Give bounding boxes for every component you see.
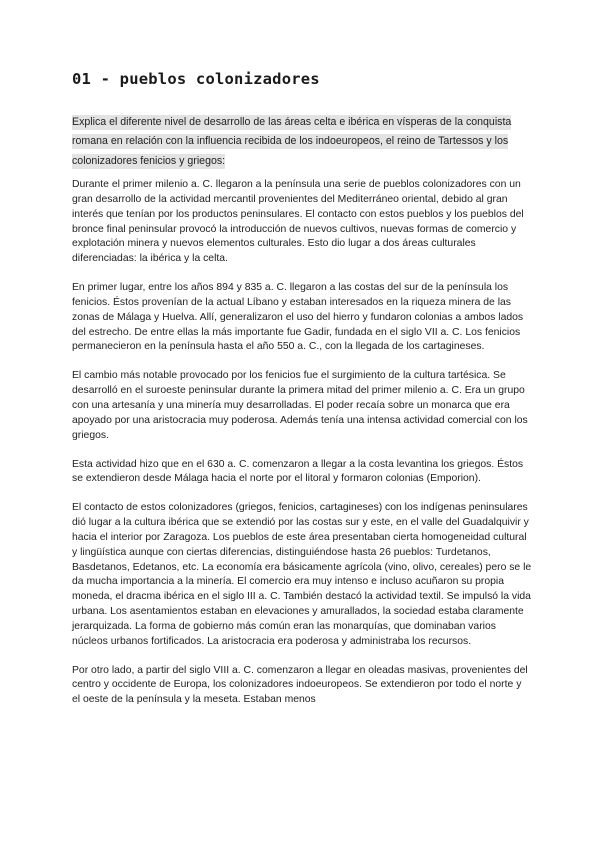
- question-prompt: [72, 113, 529, 171]
- paragraph-6: Por otro lado, a partir del siglo VIII a. C. comenzaron a llegar en oleadas masivas, provenientes del centro y occidente de Europa, los colonizadores indoeuropeos. Se extendieron por todo el norte y el oeste de la península y la meseta. Estaban menos: [72, 664, 528, 706]
- page-title: 01 - pueblos colonizadores: [72, 70, 320, 88]
- paragraph-5: El contacto de estos colonizadores (griegos, fenicios, cartagineses) con los indígenas peninsulares dió lugar a la cultura ibérica que se extendió por las costas sur y este, en el valle del Guadalquivir y hacia el interior por Zaragoza. Los pueblos de este área presentaban cierta homogeneidad cultural y lingüística aunque con ciertas diferencias, distinguiéndose hasta 26 pueblos: Turdetanos, Basdetanos, Edetanos, etc. La economía era básicamente agrícola (vino, olivo, cereales) pero se le da mucha importancia a la minería. El comercio era muy intenso e incluso acuñaron su propia moneda, el dracma ibérica en el siglo III a. C. También destacó la actividad textil. Se impulsó la vida urbana. Los asentamientos estaban en elevaciones y amurallados, la sociedad estaba claramente jerarquizada. La forma de gobierno más común eran las monarquías, que dominaban varios núcleos urbanos fortificados. La aristocracia era poderosa y administraba los recursos.: [72, 502, 532, 647]
- paragraph-2: En primer lugar, entre los años 894 y 835 a. C. llegaron a las costas del sur de la península los fenicios. Éstos provenían de la actual Líbano y estaban interesados en la riqueza minera de las zonas de Málaga y Huelva. Allí, generalizaron el uso del hierro y fundaron colonias a ambos lados del estrecho. De entre ellas la más importante fue Gadir, fundada en el siglo VII a. C. Los fenicios permanecieron en la península hasta el año 550 a. C., con la llegada de los cartagineses.: [72, 282, 524, 353]
- paragraph-1: Durante el primer milenio a. C. llegaron a la península una serie de pueblos colonizadores con un gran desarrollo de la actividad mercantil provenientes del Mediterráneo oriental, debido al gran interés que tenían por los productos peninsulares. El contacto con estos pueblos y los pueblos del bronce final peninsular provocó la introducción de nuevos cultivos, nuevas formas de comercio y explotación minera y nuevos elementos culturales. Esto dio lugar a dos áreas culturales diferenciadas: la ibérica y la celta.: [72, 179, 524, 265]
- question-highlight: Explica el diferente nivel de desarrollo de las áreas celta e ibérica en vísperas de la conquista romana en relación con la influencia recibida de los indoeuropeos, el reino de Tartessos y los colonizadores fenicios y griegos:: [72, 116, 512, 167]
- paragraph-3: El cambio más notable provocado por los fenicios fue el surgimiento de la cultura tartésica. Se desarrolló en el suroeste peninsular durante la primera mitad del primer milenio a. C. Era un grupo con una artesanía y una minería muy desarrolladas. El poder recaía sobre un monarca que era apoyado por una aristocracia muy poderosa. Además tenía una intensa actividad comercial con los griegos.: [72, 370, 528, 441]
- document-body: [72, 178, 532, 722]
- paragraph-4: Esta actividad hizo que en el 630 a. C. comenzaron a llegar a la costa levantina los griegos. Éstos se extendieron desde Málaga hacia el norte por el litoral y formaron colonias (Emporion).: [72, 458, 524, 485]
